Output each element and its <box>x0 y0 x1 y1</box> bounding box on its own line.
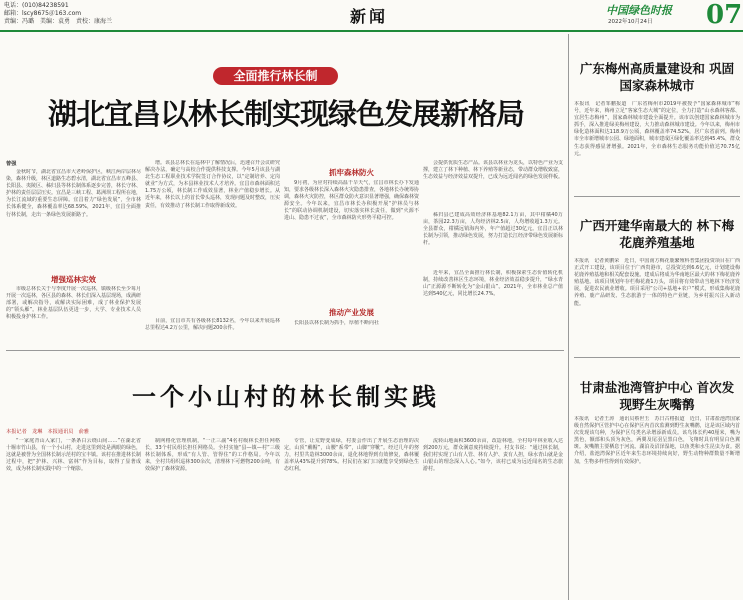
paper-logo: 中国绿色时报 <box>606 4 672 17</box>
second-byline: 本报记者 龙琳 本报通讯员 俞雅 <box>6 429 90 435</box>
masthead-rule <box>0 30 743 32</box>
main-headline: 湖北宜昌以林长制实现绿色发展新格局 <box>47 97 524 131</box>
main-story-tag: 全面推行林长制 <box>233 69 318 83</box>
main-col1: 金秋时节，湖北省宜昌市大老岭保护区，峡江两岸层林尽染，森林升级，林区道路生态碧水清，湖北省宜昌市五峰县、长阳县、夷陵区、秭归县等林长制体系逐步完善，林长守林、护林的责任层层压实。宜昌是三峡工程、葛洲坝工程所在地，为长江流域的重要生态屏障。宜昌着力“绿色发展”，全市林长体系健全，森林覆盖率达68.59%，2021年，宜昌全面推行林长制，走出一条绿色发展新路子。 <box>6 169 141 218</box>
story-divider <box>6 350 564 351</box>
right-column-divider <box>568 34 569 600</box>
main-col4b: 秭归县已建成高效经济林基地82.1万亩，其中柑橘40万亩，茶园22.3万亩，人均经济林2.5亩，人均增收超1.3万元。全县群众，柑橘远销海内外，年产值超过30亿元。宜昌正以林长制为引领，推动绿色发展，努力打造长江经济带绿色发展新标杆。 <box>423 212 563 247</box>
right-mid-headline: 广西开建华南最大的 林下梅花鹿养殖基地 <box>579 218 735 250</box>
main-col2b: 目前，宜昌市共有各级林长8132名，今年以来开展巡林总里程达4.2万公里，解决问题200余件。 <box>145 318 280 332</box>
right-top-body: 本报讯 记者邹鹏报道 广东省梅州市2019年被授予“国家森林城市”称号，近年来，梅州立足“客家生态大城”的定位，全力打造“山水森林客都、宜居生态梅州”，国家森林城市建设全面提升。该市以创建国家森林城市为抓手，深入推进绿美梅州建设，大力推动森林城市建设。今年以来，梅州市绿化造林面积达118.9万公顷，森林覆盖率74.52%，居广东省前列。梅州市全市新增城市公园、绿地面积，城市建成区绿化覆盖率达到45.4%，群众生态获得感显著增强。2021年，全市森林生态服务功能价值达70.75亿元。 <box>574 101 740 157</box>
main-sub-fire: 抓牢森林防火 <box>329 168 374 177</box>
second-col3: 专管，让荒野变成绿，村委会作出了开展生态治理的决定，山顶“戴帽”，山腰“系带”，山脚“穿靴”。经过几年的努力，村里共造林3000余亩，退化林地得到有效修复，森林覆盖率从43%提升到78%。村民们在家门口就能享受到绿色生态红利。 <box>284 438 419 473</box>
main-sub-patrol: 增强巡林实效 <box>51 275 96 284</box>
second-headline: 一个小山村的林长制实践 <box>132 382 440 411</box>
section-title: 新闻 <box>350 7 389 26</box>
right-bottom-headline: 甘肃盐池湾管护中心 首次发现野生灰嘴鹡 <box>579 380 735 412</box>
right-top-headline: 广东梅州高质量建设和 巩固国家森林城市 <box>579 61 735 93</box>
right-bottom-body: 本报讯 记者王涛 通讯员蔡世玉 苏日古格报道 近日，甘肃盐池湾国家级自然保护区管护中心在保护区内首次监测到野生灰嘴鹡，这是该区域内首次发现该鸟种，为保护区鸟类名录增添新成员。该鸟体长约40厘米，嘴为黑色，额部和头顶为灰色，两翼及尾羽呈黑白色，飞翔时具有明显白色翼斑。灰嘴鹡主要栖息于河流、湖泊及沼泽湿地，以鱼类和水生昆虫为食。据介绍，盐池湾保护区近年来生态环境持续向好，野生动物种群数量不断增加，生物多样性得到有效保护。 <box>574 416 740 465</box>
main-col4: 会提供优质生态产品。该县以林业为龙头，以特色产业为支撑，建立了林下种植、林下养殖等新业态，带动群众增收致富，生态效益与经济效益双提升，已成为远近闻名的绿色发展样板。 <box>423 160 563 181</box>
right-divider-1 <box>574 196 740 197</box>
second-col2: 制网格化管理机制，“一正三副”4名村级林长担任网格长，33个村民组长担任网格员。全村实施“县—镇—村”三级林长制体系，形成“有人管、管得住”的工作格局。今年以来，全村共组织巡林300余次，清理林下可燃物200余吨，有效保护了森林资源。 <box>145 438 280 473</box>
main-byline: 曾强 <box>6 161 17 167</box>
second-col1: “一家庭青山入家门，一条条白云绕山间……”在湖北省十堰市竹山县，有一个小山村，走进这里到处是满眼的绿色，这就是被誉为全国林长制示范村的宝丰镇。该村在推进林长制过程中，把“护林、兴林、富林”作为目标，取得了显著成效，成为林长制实践中的一个缩影。 <box>6 438 141 473</box>
main-col4c: 近年来，宜昌全面推行林长制，积极探索生态价值转化机制，持续改善林区生态环境，林业经济效益稳步提升，“绿水青山”正源源不断转化为“金山银山”。2021年，全市林业总产值达到540亿元，同比增长24.7%。 <box>423 270 563 298</box>
masthead-email: 邮箱：lscy8675＠163.com <box>4 10 82 17</box>
right-mid-body: 本报讯 记者黄鹏荣 近日，中国南方梅花鹿繁殖科普集团投资项目在广西正式开工建设，该项目位于广西贵港市，总投资达到6.6亿元，计划建设梅花鹿养殖基地和相关配套设施。建成后将成为华南地区最大的林下梅花鹿养殖基地。该项目规划年存栏梅花鹿1万头，项目将有效带动当地林下经济发展，促进农民就业增收。项目采用“公司+基地+农户”模式，形成集梅花鹿养殖、鹿产品研发、生态旅游于一体的特色产业链，为乡村振兴注入新动能。 <box>574 258 740 307</box>
masthead-phone: 电话：(010)84238591 <box>4 2 69 9</box>
main-col1b: 市级总林长关于与季度开展一次巡林，镇级林长至少每月开展一次巡林，各区县的森林、林长们深入基层现场，成满研部署，或解决指导，或解决实际困难，成了林业保护发展的“领头雁”。林业基层队伍更进一步，大学、专业技术人员积极投身护林工作。 <box>6 286 141 321</box>
right-divider-2 <box>574 357 740 358</box>
main-col3: 9月初，为应对持续高温干旱天气，宜昌市林长办下发通知，要求各级林长深入森林火灾隐患排查，各地林长办统筹协调，森林火灾防控，林区群众防火意识显著增强，确保森林资源安全。今年以来，宜昌市林长办积极开展“护林员与林长”的联动协调机制建设，切实落实林长责任，做到“火源不进山、隐患不过夜”，全市森林防火形势平稳可控。 <box>284 180 419 222</box>
page-number: 07 <box>706 0 743 30</box>
main-sub-industry: 推动产业发展 <box>329 308 374 317</box>
masthead-editors: 责编：冯璐 美编：袁勇 责校：康海兰 <box>4 18 113 25</box>
masthead-date: 2022年10月24日 <box>608 19 653 25</box>
main-col2: 增。该县总林长在巡林中了解情况后，迅速召开会议研究解决办法，确定与高校合作提供科技支撑。今年5月该县与湖北生态工程职业技术学院签订合作协议，以“定制培养、定岗就业”为方式，为本县林业技术人才培养。宜昌市森林面积达1.75万公顷，林长制工作成效显著，林业产值稳步增长。从近年来，林长以上的首长带头巡林，发现问题及时整改，压实责任，有效推动了林长制工作取得新成效。 <box>145 160 280 209</box>
second-col4: 流转山地面积3600余亩，改造林地，全村每年林业收入达到200万元，群众满意度持续提升。村支书说：“通过林长制，我们村实现了山有人管、林有人护、责有人担，绿水青山就是金山银山的理念深入人心。”如今，该村已成为远近闻名的生态旅游村。 <box>423 438 563 473</box>
main-col3b: 长阳县以林长制为抓手，厚植不断向社 <box>294 320 380 326</box>
